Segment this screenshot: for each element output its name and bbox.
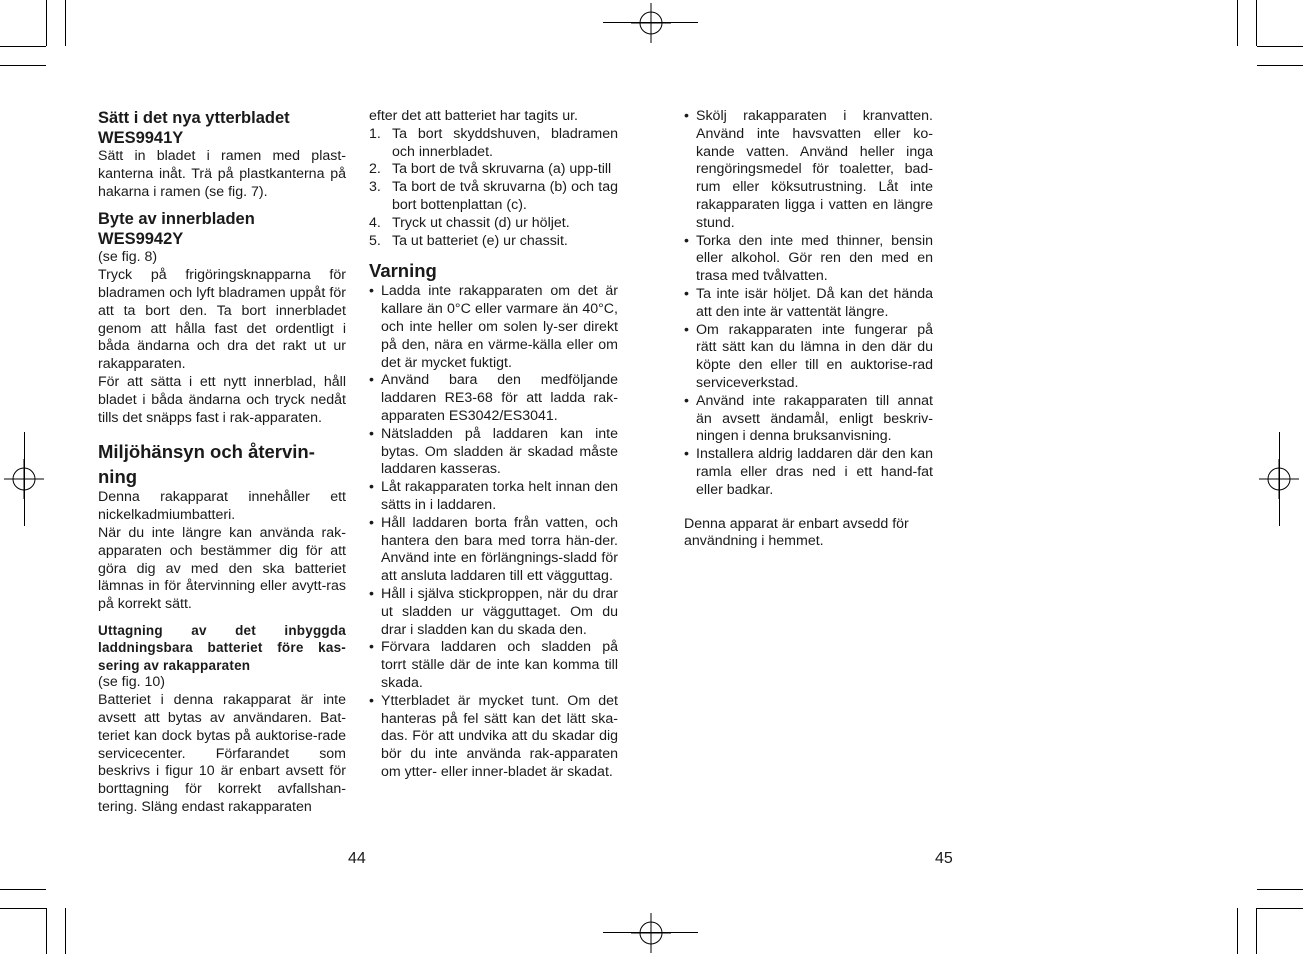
paragraph-removal-ref: (se fig. 10) <box>98 674 166 691</box>
heading-battery-removal: Uttagning av det inbyggda laddningsbara batteriet före kas-sering av rakapparaten <box>98 622 346 673</box>
list-item: 2. Ta bort de två skruvarna (a) upp-till <box>369 161 612 178</box>
list-item: • Skölj rakapparaten i kranvatten. Använd inte havsvatten eller ko-kande vatten. Använd heller inga rengöringsmedel för toaletter, bad-rum eller köksutrustning. Låt inte rakapparaten ligga i vatten en längre stund. <box>684 108 933 231</box>
removal-steps-list <box>369 126 618 251</box>
column-2 <box>369 108 618 782</box>
list-item: • Ta inte isär höljet. Då kan det hända att den inte är vattentät längre. <box>684 285 933 320</box>
heading-environment: Miljöhänsyn och återvin-ning <box>98 441 315 488</box>
paragraph-inner-1: Tryck på frigöringsknapparna för bladramen och lyft bladramen uppåt för att ta bort den. Ta bort innerbladet genom att hålla fast det ordentligt i båda ändarna och dra det rakt ut ur rakapparaten. <box>98 267 346 373</box>
list-item: • Ladda inte rakapparaten om det är kallare än 0°C eller varmare än 40°C, och inte heller om solen ly-ser direkt på den, nära en värme-källa eller om det är mycket fuktigt. <box>369 283 618 371</box>
crop-mark <box>1279 432 1280 526</box>
list-item: • Låt rakapparaten torka helt innan den sätts in i laddaren. <box>369 479 618 513</box>
list-item: • Förvara laddaren och sladden på torrt ställe där de inte kan komma till skada. <box>369 639 618 691</box>
list-item: • Om rakapparaten inte fungerar på rätt sätt kan du lämna in den där du köpte den eller till en auktorise-rad serviceverkstad. <box>684 321 933 391</box>
list-item: • Håll i själva stickproppen, när du drar ut sladden ur vägguttaget. Om du drar i sladden kan du skada den. <box>369 585 618 638</box>
heading-inner-model: WES9942Y <box>98 230 184 249</box>
list-item: 5. Ta ut batteriet (e) ur chassit. <box>369 232 568 249</box>
crop-mark <box>0 908 46 909</box>
list-item: 3. Ta bort de två skruvarna (b) och tag bort bottenplattan (c). <box>369 179 618 213</box>
heading-warning: Varning <box>369 260 437 282</box>
crop-mark <box>0 46 46 47</box>
crop-mark <box>65 0 66 46</box>
list-item: • Använd inte rakapparaten till annat än avsett ändamål, enligt beskriv-ningen i denna bruksanvisning. <box>684 392 933 445</box>
list-item: • Nätsladden på laddaren kan inte bytas. Om sladden är skadad måste laddaren kasseras. <box>369 425 618 478</box>
page-number-left: 44 <box>348 850 366 867</box>
crop-mark <box>46 0 47 46</box>
paragraph-continued: efter det att batteriet har tagits ur. <box>369 108 578 124</box>
crop-mark <box>603 932 698 933</box>
heading-blade-title: Sätt i det nya ytterbladet <box>98 109 290 127</box>
crop-mark <box>0 65 46 66</box>
list-item: • Installera aldrig laddaren där den kan ramla eller dras ned i ett hand-fat eller badkar. <box>684 446 933 498</box>
list-item: • Använd bara den medföljande laddaren RE3-68 för att ladda rak-apparaten ES3042/ES3041. <box>369 372 618 424</box>
paragraph-home-use: Denna apparat är enbart avsedd för användning i hemmet. <box>684 515 909 550</box>
crop-mark <box>1257 908 1303 909</box>
crop-mark <box>24 432 25 526</box>
crop-mark <box>46 908 47 954</box>
crop-mark <box>0 889 46 890</box>
list-item: • Torka den inte med thinner, bensin eller alkohol. Gör ren den med en trasa med tvålvatten. <box>684 232 933 285</box>
heading-inner-title: Byte av innerbladen <box>98 210 255 229</box>
paragraph-removal: Batteriet i denna rakapparat är inte avsett att bytas av användaren. Bat-teriet kan dock bytas på auktorise-rade servicecenter. Förfarandet som beskrivs i figur 10 är enbart avsett för borttagning för korrekt avfallshan-tering. Släng endast rakapparaten <box>98 692 346 816</box>
crop-mark <box>1256 0 1257 46</box>
paragraph-env-1: Denna rakapparat innehåller ett nickelkadmiumbatteri. <box>98 489 346 524</box>
care-list <box>684 108 933 500</box>
crop-mark <box>65 908 66 954</box>
crop-mark <box>1257 46 1303 47</box>
crop-mark <box>1256 908 1257 954</box>
page-number-right: 45 <box>935 850 953 867</box>
paragraph-blade: Sätt in bladet i ramen med plast-kanterna inåt. Trä på plastkanterna på hakarna i ramen (se fig. 7). <box>98 148 346 200</box>
heading-blade-model: WES9941Y <box>98 129 184 147</box>
list-item: • Håll laddaren borta från vatten, och hantera den bara med torra hän-der. Använd inte en förlängnings-sladd för att ansluta laddaren till ett vägguttag. <box>369 514 618 585</box>
paragraph-inner-2: För att sätta i ett nytt innerblad, håll bladet i båda ändarna och tryck nedåt tills det snäpps fast i rak-apparaten. <box>98 373 346 426</box>
list-item: • Ytterbladet är mycket tunt. Om det hanteras på fel sätt kan det lätt ska-das. För att undvika att du skadar dig bör du inte använda rak-apparaten om ytter- eller inner-bladet är skadat. <box>369 692 618 780</box>
warning-list <box>369 283 618 781</box>
registration-mark-icon <box>631 913 671 953</box>
registration-mark-icon <box>631 3 671 43</box>
crop-mark <box>603 22 698 23</box>
list-item: 4. Tryck ut chassit (d) ur höljet. <box>369 214 570 231</box>
crop-mark <box>1257 889 1303 890</box>
crop-mark <box>1237 0 1238 46</box>
paragraph-inner-ref: (se fig. 8) <box>98 249 158 266</box>
paragraph-env-2: När du inte längre kan använda rak-apparaten och bestämmer dig för att göra dig av med den ska batteriet lämnas in för återvinning eller avytt-ras på korrekt sätt. <box>98 524 346 613</box>
column-1 <box>98 108 346 817</box>
crop-mark <box>1237 908 1238 954</box>
column-3 <box>684 108 933 551</box>
list-item: 1. Ta bort skyddshuven, bladramen och innerbladet. <box>369 125 618 160</box>
crop-mark <box>1257 65 1303 66</box>
